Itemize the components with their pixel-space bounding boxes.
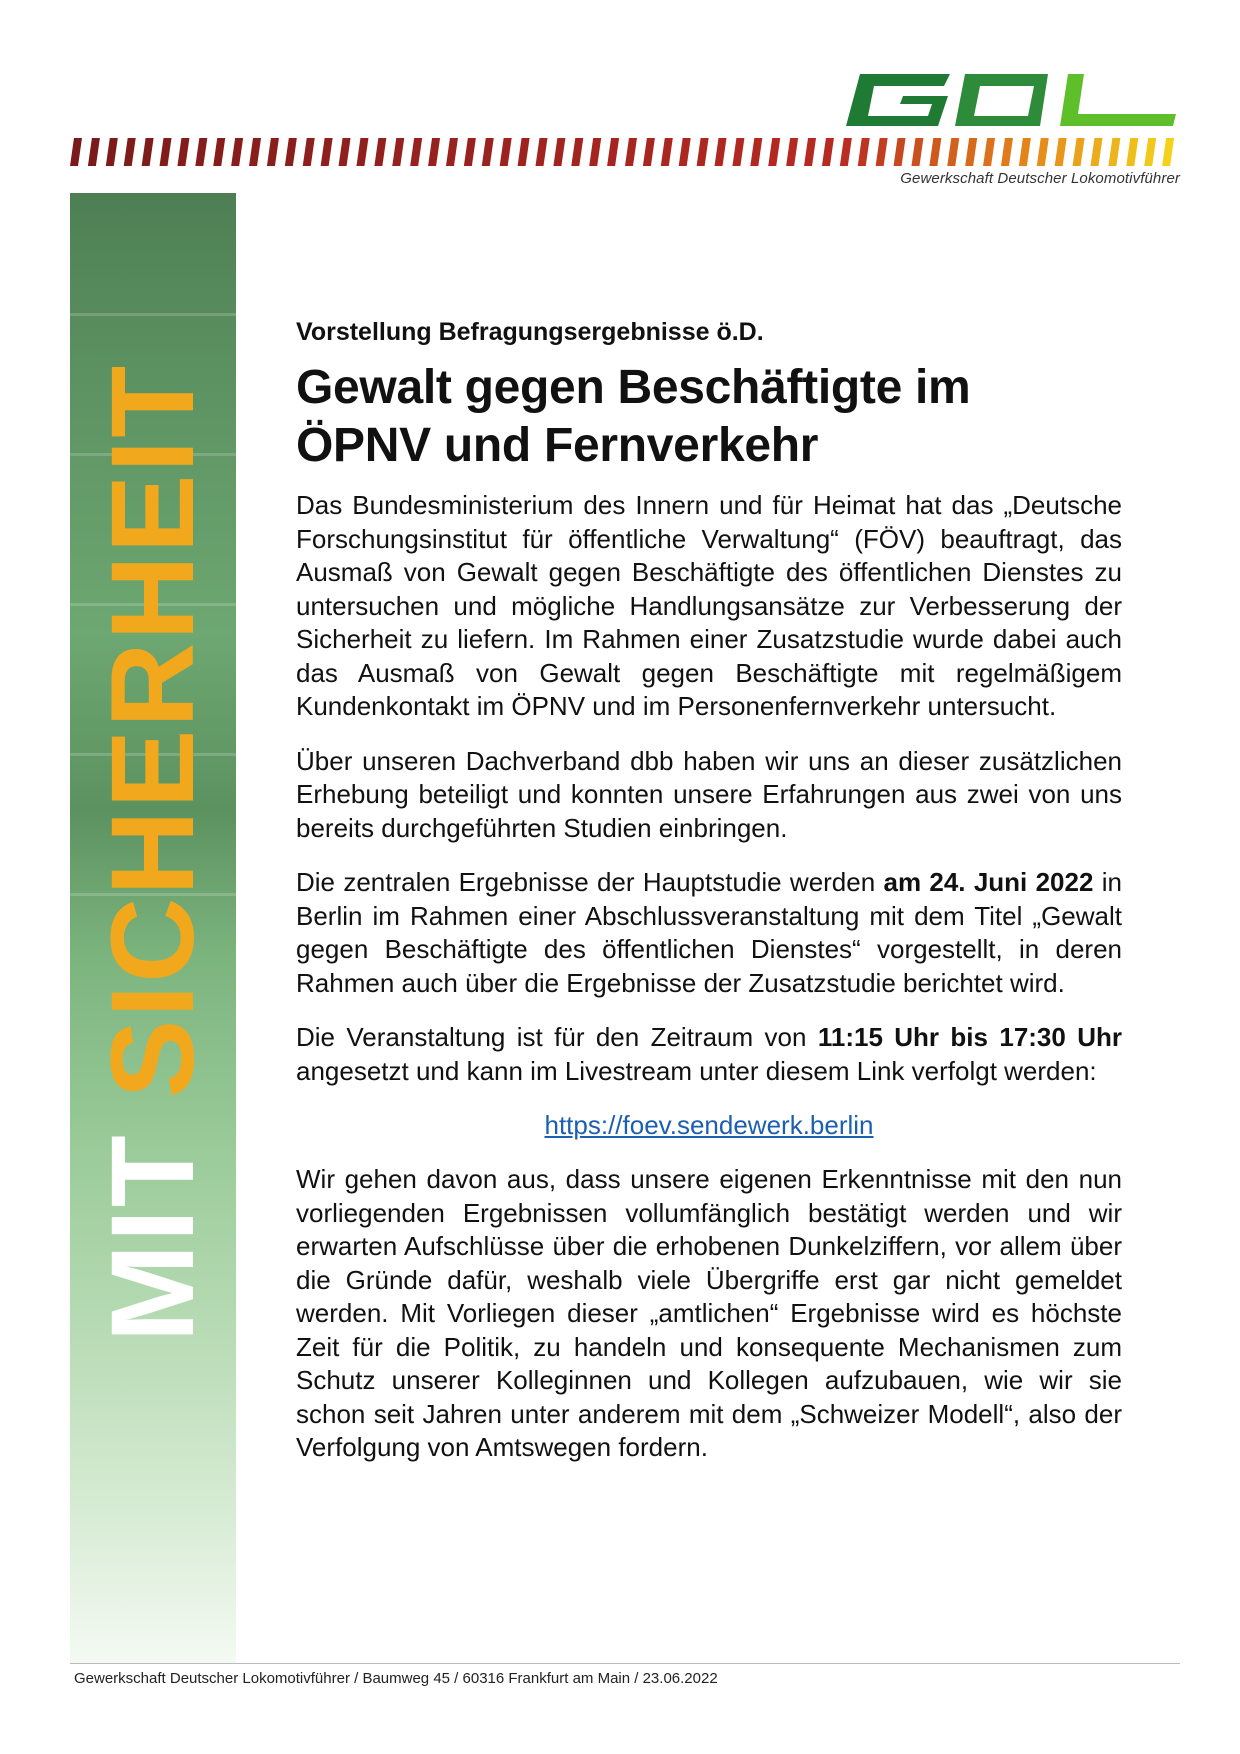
stripe-dash xyxy=(840,138,852,166)
gdl-logo xyxy=(840,70,1180,130)
footer-divider xyxy=(70,1663,1180,1664)
stripe-dash xyxy=(732,138,744,166)
side-banner xyxy=(70,193,236,1663)
p4-text-a: Die Veranstaltung ist für den Zeitraum von xyxy=(296,1022,818,1052)
stripe-dash xyxy=(1144,138,1156,166)
stripe-dash xyxy=(679,138,691,166)
stripe-dash xyxy=(70,138,82,166)
stripe-dash xyxy=(177,138,189,166)
livestream-link-line xyxy=(296,1109,1122,1142)
stripe-dash xyxy=(822,138,834,166)
stripe-dash xyxy=(267,138,279,166)
stripe-dash xyxy=(697,138,709,166)
stripe-dash xyxy=(983,138,995,166)
p3-date: am 24. Juni 2022 xyxy=(883,867,1094,897)
stripe-dash xyxy=(607,138,619,166)
article-kicker: Vorstellung Befragungsergebnisse ö.D. xyxy=(296,318,764,346)
stripe-dash xyxy=(249,138,261,166)
stripe-dash xyxy=(231,138,243,166)
stripe-dash xyxy=(285,138,297,166)
stripe-dash xyxy=(858,138,870,166)
footer-address: Gewerkschaft Deutscher Lokomotivführer / Baumweg 45 / 60316 Frankfurt am Main / 23.06.2022 xyxy=(74,1670,718,1687)
stripe-dash xyxy=(1126,138,1138,166)
stripe-dash xyxy=(464,138,476,166)
stripe-dash xyxy=(1055,138,1067,166)
banner-slogan xyxy=(87,363,219,1343)
stripe-dash xyxy=(929,138,941,166)
paragraph-5: Wir gehen davon aus, dass unsere eigenen Erkenntnisse mit den nun vorliegenden Ergebnissen vollumfänglich bestätigt werden und wir erwarten Aufschlüsse über die erhobenen Dunkelziffern, vor allem über die Gründe dafür, weshalb viele Übergriffe erst gar nicht gemeldet werden. Mit Vorliegen dieser „amtlichen“ Ergebnisse wird es höchste Zeit für die Politik, zu handeln und konsequente Mechanismen zum Schutz unserer Kolleginnen und Kollegen aufzubauen, wie wir sie schon seit Jahren unter anderem mit dem „Schweizer Modell“, also der Verfolgung von Amtswegen fordern. xyxy=(296,1164,1122,1462)
stripe-dash xyxy=(661,138,673,166)
stripe-dash xyxy=(589,138,601,166)
stripe-dash xyxy=(303,138,315,166)
stripe-dash xyxy=(571,138,583,166)
stripe-dash xyxy=(88,138,100,166)
stripe-dash xyxy=(553,138,565,166)
article xyxy=(296,318,1122,1486)
stripe-dash xyxy=(195,138,207,166)
headline-line-1: Gewalt gegen Beschäftigte im xyxy=(296,361,971,414)
stripe-dash xyxy=(339,138,351,166)
paragraph-3 xyxy=(296,866,1122,1000)
stripe-dash xyxy=(643,138,655,166)
stripe-dash xyxy=(768,138,780,166)
stripe-dash xyxy=(804,138,816,166)
stripe-dash xyxy=(1108,138,1120,166)
article-headline xyxy=(296,359,1122,475)
p3-text-a: Die zentralen Ergebnisse der Hauptstudie werden xyxy=(296,867,884,897)
paragraph-2: Über unseren Dachverband dbb haben wir uns an dieser zusätzlichen Erhebung beteiligt und konnten unsere Erfahrungen aus zwei von uns bereits durchgeführten Studien einbringen. xyxy=(296,745,1122,843)
stripe-dash xyxy=(625,138,637,166)
stripe-dash xyxy=(965,138,977,166)
p3-text-c: in Berlin im Rahmen einer Abschlussveranstaltung mit dem Titel „Gewalt gegen Beschäftigte des öffentlichen Dienstes“ vorgestellt, in deren Rahmen auch über die Ergebnisse der Zusatzstudie berichtet wird. xyxy=(296,867,1122,998)
stripe-dash xyxy=(142,138,154,166)
stripe-dash xyxy=(106,138,118,166)
stripe-dash xyxy=(715,138,727,166)
stripe-dash xyxy=(535,138,547,166)
org-tagline: Gewerkschaft Deutscher Lokomotivführer xyxy=(900,170,1180,187)
stripe-rail xyxy=(70,138,1180,166)
stripe-dash xyxy=(482,138,494,166)
headline-line-2: ÖPNV und Fernverkehr xyxy=(296,419,819,472)
stripe-dash xyxy=(500,138,512,166)
banner-word-mit: MIT xyxy=(87,1133,219,1343)
paragraph-4 xyxy=(296,1021,1122,1088)
stripe-dash xyxy=(518,138,530,166)
banner-word-sicherheit: SICHERHEIT xyxy=(87,363,219,1099)
stripe-dash xyxy=(428,138,440,166)
stripe-dash xyxy=(410,138,422,166)
stripe-dash xyxy=(392,138,404,166)
stripe-dash xyxy=(1019,138,1031,166)
paragraph-1: Das Bundesministerium des Innern und für Heimat hat das „Deutsche Forschungsinstitut für öffentliche Verwaltung“ (FÖV) beauftragt, das Ausmaß von Gewalt gegen Beschäftigte des öffentlichen Dienstes zu untersuchen und mögliche Handlungsansätze zur Verbesserung der Sicherheit zu liefern. Im Rahmen einer Zusatzstudie wurde dabei auch das Ausmaß von Gewalt gegen Beschäftigte mit regelmäßigem Kundenkontakt im ÖPNV und im Personenfernverkehr untersucht. xyxy=(296,490,1122,721)
stripe-dash xyxy=(1001,138,1013,166)
p4-time: 11:15 Uhr bis 17:30 Uhr xyxy=(817,1022,1123,1052)
stripe-dash xyxy=(160,138,172,166)
stripe-dash xyxy=(786,138,798,166)
stripe-dash xyxy=(374,138,386,166)
stripe-dash xyxy=(1090,138,1102,166)
livestream-link[interactable]: https://foev.sendewerk.berlin xyxy=(544,1110,874,1140)
stripe-dash xyxy=(947,138,959,166)
stripe-dash xyxy=(124,138,136,166)
stripe-dash xyxy=(911,138,923,166)
stripe-dash xyxy=(1162,138,1174,166)
stripe-dash xyxy=(894,138,906,166)
stripe-dash xyxy=(1037,138,1049,166)
p4-text-c: angesetzt und kann im Livestream unter diesem Link verfolgt werden: xyxy=(296,1055,1097,1086)
stripe-dash xyxy=(750,138,762,166)
stripe-dash xyxy=(876,138,888,166)
stripe-dash xyxy=(213,138,225,166)
stripe-dash xyxy=(446,138,458,166)
stripe-dash xyxy=(356,138,368,166)
stripe-dash xyxy=(1073,138,1085,166)
stripe-dash xyxy=(321,138,333,166)
